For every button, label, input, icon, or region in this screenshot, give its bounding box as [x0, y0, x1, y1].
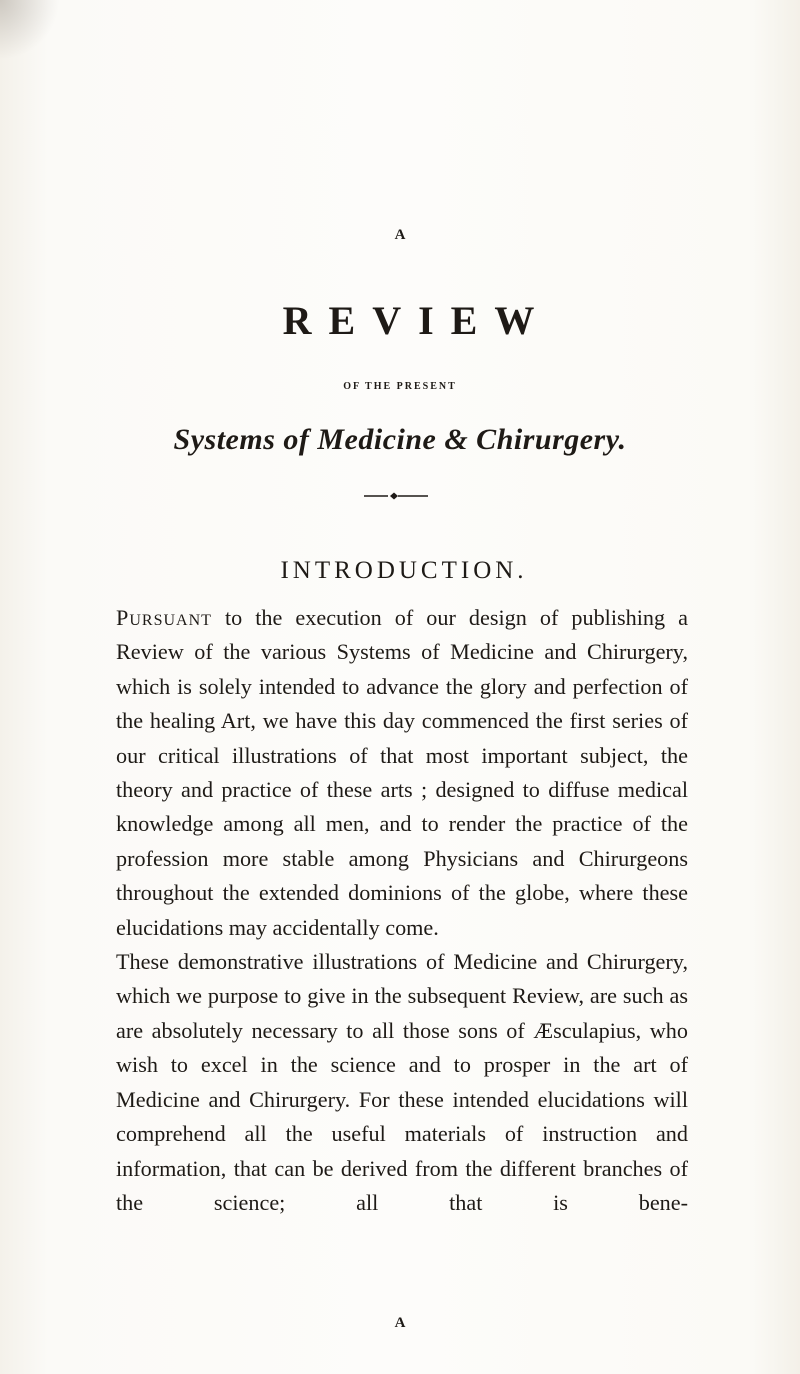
ornamental-rule	[364, 491, 428, 501]
paragraph-1-text: to the execution of our design of publishing a Review of the various Systems of Medicine and Chirurgery, which is solely intended to advance the glory and perfection of the healing Art, we have this day commenced the first series of our critical illustrations of that most important subject, the theory and practice of these arts ; designed to diffuse medical knowledge among all men, and to render the practice of the profession more stable among Physicians and Chirurgeons throughout the extended dominions of the globe, where these elucidations may accidentally come.	[116, 605, 688, 940]
paragraph-2: These demonstrative illustrations of Medicine and Chirurgery, which we purpose to give in the subsequent Review, are such as are absolutely necessary to all those sons of Æsculapius, who wish to excel in the science and to prosper in the art of Medicine and Chirurgery. For these intended elucidations will comprehend all the useful materials of instruction and information, that can be derived from the different branches of the science; all that is bene-	[116, 949, 688, 1215]
paragraph-lead-word: Pursuant	[116, 605, 212, 630]
page-corner-shadow	[0, 0, 60, 60]
signature-mark: A	[394, 1315, 406, 1331]
section-heading: INTRODUCTION.	[280, 557, 528, 584]
title-connector: OF THE PRESENT	[343, 381, 457, 392]
page-title: REVIEW	[282, 298, 552, 343]
paragraph-1	[116, 601, 688, 945]
body-text	[116, 601, 688, 1220]
blackletter-subtitle: Systems of Medicine & Chirurgery.	[173, 423, 627, 456]
small-article-a: A	[394, 227, 406, 243]
